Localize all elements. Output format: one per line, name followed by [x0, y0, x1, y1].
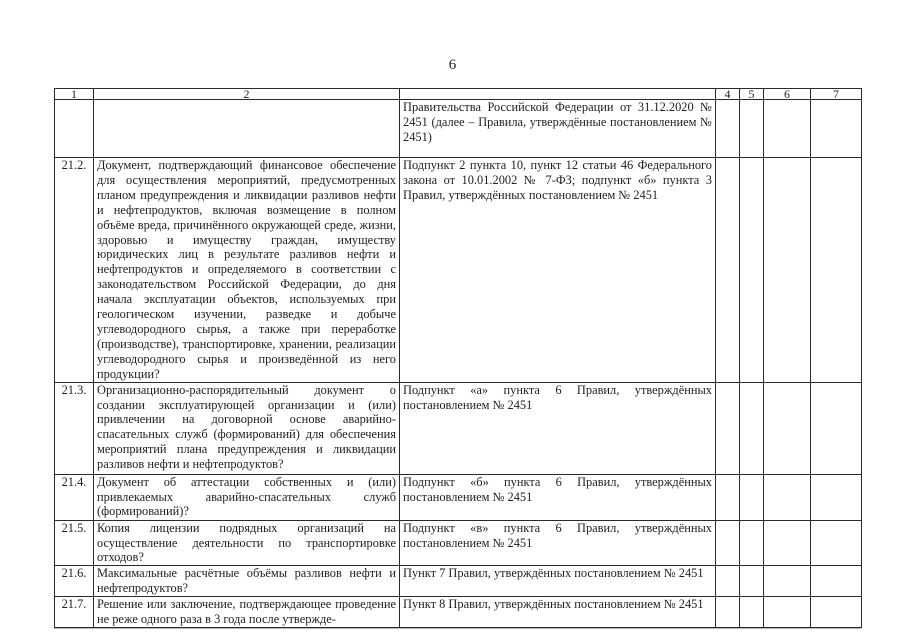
- column-header-reference: [400, 89, 716, 100]
- column-5-cell: [740, 566, 764, 597]
- column-7-cell: [811, 474, 862, 520]
- column-6-cell: [764, 100, 811, 158]
- column-header-7: 7: [811, 89, 862, 100]
- column-6-cell: [764, 158, 811, 383]
- reference-cell: Подпункт 2 пункта 10, пункт 12 статьи 46 Федерального закона от 10.01.2002 № 7-ФЗ; подпункт «б» пункта 3 Правил, утверждённых постановлением № 2451: [400, 158, 716, 383]
- reference-cell: Пункт 7 Правил, утверждённых постановлением № 2451: [400, 566, 716, 597]
- requirement-cell: Копия лицензии подрядных организаций на осуществление деятельности по транспортировке отходов?: [94, 520, 400, 566]
- reference-cell: Подпункт «в» пункта 6 Правил, утверждённых постановлением № 2451: [400, 520, 716, 566]
- column-5-cell: [740, 158, 764, 383]
- requirement-cell: Максимальные расчётные объёмы разливов нефти и нефтепродуктов?: [94, 566, 400, 597]
- row-number: [55, 100, 94, 158]
- column-7-cell: [811, 100, 862, 158]
- table-row: [55, 597, 862, 628]
- checklist-table: [54, 88, 862, 628]
- column-6-cell: [764, 597, 811, 628]
- column-4-cell: [716, 520, 740, 566]
- column-4-cell: [716, 474, 740, 520]
- column-5-cell: [740, 382, 764, 474]
- column-header-requirement: 2: [94, 89, 400, 100]
- column-header-6: 6: [764, 89, 811, 100]
- table-row: [55, 520, 862, 566]
- column-4-cell: [716, 597, 740, 628]
- column-header-row: [55, 89, 862, 100]
- column-4-cell: [716, 100, 740, 158]
- requirement-cell: Организационно-распорядительный документ о создании эксплуатирующей организации и (или) привлечении на договорной основе аварийно-спасательных служб (формирований) для обеспечения мероприятий плана предупреждения и ликвидации разливов нефти и нефтепродуктов?: [94, 382, 400, 474]
- column-7-cell: [811, 566, 862, 597]
- requirement-cell: Решение или заключение, подтверждающее проведение не реже одного раза в 3 года после утвержде-: [94, 597, 400, 628]
- page-number: 6: [448, 57, 457, 73]
- column-7-cell: [811, 382, 862, 474]
- row-number: 21.6.: [55, 566, 94, 597]
- column-header-number: 1: [55, 89, 94, 100]
- column-4-cell: [716, 566, 740, 597]
- row-number: 21.4.: [55, 474, 94, 520]
- row-number: 21.5.: [55, 520, 94, 566]
- reference-cell: Правительства Российской Федерации от 31.12.2020 № 2451 (далее – Правила, утверждённые постановлением № 2451): [400, 100, 716, 158]
- column-6-cell: [764, 474, 811, 520]
- column-header-4: 4: [716, 89, 740, 100]
- column-6-cell: [764, 382, 811, 474]
- column-7-cell: [811, 158, 862, 383]
- column-5-cell: [740, 597, 764, 628]
- column-5-cell: [740, 520, 764, 566]
- reference-cell: Пункт 8 Правил, утверждённых постановлением № 2451: [400, 597, 716, 628]
- requirement-cell: [94, 100, 400, 158]
- column-5-cell: [740, 100, 764, 158]
- table-row: [55, 158, 862, 383]
- column-4-cell: [716, 158, 740, 383]
- column-6-cell: [764, 520, 811, 566]
- row-number: 21.7.: [55, 597, 94, 628]
- table-row: [55, 100, 862, 158]
- column-6-cell: [764, 566, 811, 597]
- table-row: [55, 382, 862, 474]
- column-header-5: 5: [740, 89, 764, 100]
- column-4-cell: [716, 382, 740, 474]
- column-7-cell: [811, 520, 862, 566]
- row-number: 21.3.: [55, 382, 94, 474]
- table-row: [55, 566, 862, 597]
- table-row: [55, 474, 862, 520]
- requirement-cell: Документ, подтверждающий финансовое обеспечение для осуществления мероприятий, предусмотренных планом предупреждения и ликвидации разливов нефти и нефтепродуктов, включая возмещение в полном объёме вреда, причинённого окружающей среде, жизни, здоровью и имуществу граждан, имуществу юридических лиц в результате разливов нефти и нефтепродуктов и определяемого в соответствии с законодательством Российской Федерации, до дня начала эксплуатации объектов, используемых при геологическом изучении, разведке и добыче углеводородного сырья, а также при переработке (производстве), транспортировке, хранении, реализации углеводородного сырья и произведённой из него продукции?: [94, 158, 400, 383]
- requirement-cell: Документ об аттестации собственных и (или) привлекаемых аварийно-спасательных служб (формирований)?: [94, 474, 400, 520]
- column-7-cell: [811, 597, 862, 628]
- scan-bottom-line: [54, 628, 861, 629]
- column-5-cell: [740, 474, 764, 520]
- reference-cell: Подпункт «а» пункта 6 Правил, утверждённых постановлением № 2451: [400, 382, 716, 474]
- row-number: 21.2.: [55, 158, 94, 383]
- reference-cell: Подпункт «б» пункта 6 Правил, утверждённых постановлением № 2451: [400, 474, 716, 520]
